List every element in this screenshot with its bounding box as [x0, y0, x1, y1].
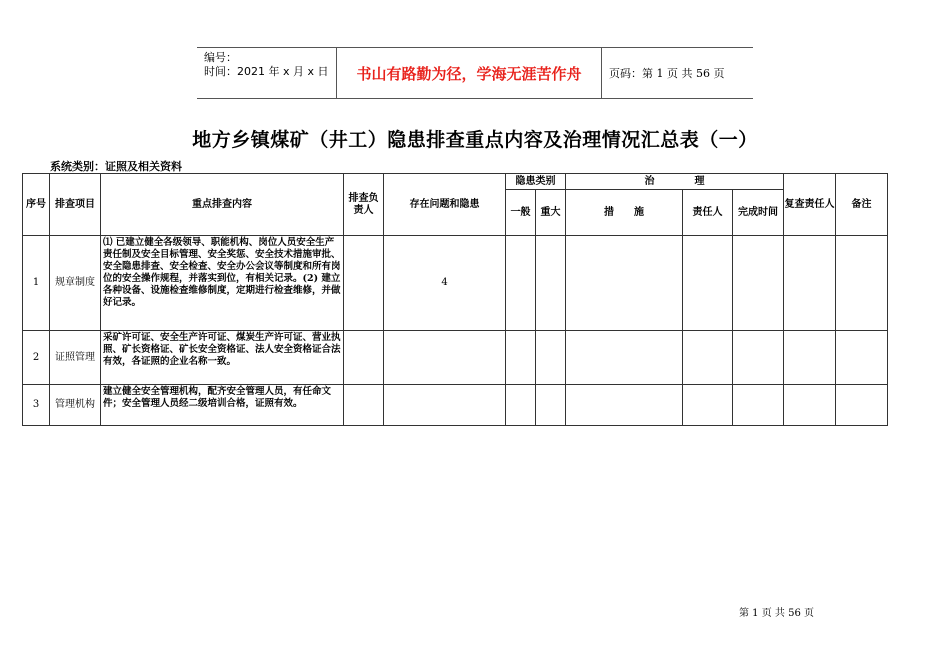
header-major: 重大 [536, 190, 566, 236]
row-general [506, 331, 536, 385]
row-content: ⑴ 已建立健全各级领导、职能机构、岗位人员安全生产责任制及安全目标管理、安全奖惩、安全技术措施审批、安全隐患排查、安全检查、安全办公会议等制度和所有岗位的安全操作规程，并落实到位，有相关记录。(2) 建立各种设备、设施检查维修制度，定期进行检查维修，并做好记录。 [101, 236, 344, 331]
row-reviewer [784, 331, 836, 385]
row-measures [566, 331, 683, 385]
row-finish-time [733, 236, 784, 331]
row-reviewer [784, 236, 836, 331]
header-remarks: 备注 [836, 174, 888, 236]
row-person [683, 331, 733, 385]
row-major [536, 236, 566, 331]
row-remarks [836, 385, 888, 426]
row-general [506, 385, 536, 426]
document-title: 地方乡镇煤矿（井工）隐患排查重点内容及治理情况汇总表（一） [192, 129, 758, 151]
row-problem [384, 331, 506, 385]
row-major [536, 331, 566, 385]
header-content: 重点排查内容 [101, 174, 344, 236]
row-responsible [344, 236, 384, 331]
row-responsible [344, 385, 384, 426]
row-finish-time [733, 331, 784, 385]
table-row [23, 331, 888, 385]
row-measures [566, 236, 683, 331]
row-problem [384, 385, 506, 426]
header-meta-cell [197, 48, 337, 98]
row-content: 建立健全安全管理机构，配齐安全管理人员，有任命文件；安全管理人员经二级培训合格，证照有效。 [101, 385, 344, 426]
table-row [23, 385, 888, 426]
header-hazard-type: 隐患类别 [506, 174, 566, 190]
header-general: 一般 [506, 190, 536, 236]
header-project: 排查项目 [50, 174, 101, 236]
row-remarks [836, 331, 888, 385]
page-footer: 第 1 页 共 56 页 [739, 608, 814, 619]
row-seq: 2 [23, 331, 50, 385]
row-seq: 3 [23, 385, 50, 426]
header-treatment: 治 理 [566, 174, 784, 190]
row-measures [566, 385, 683, 426]
row-reviewer [784, 385, 836, 426]
system-category: 系统类别：证照及相关资料 [50, 160, 182, 173]
row-general [506, 236, 536, 331]
inspection-table [22, 173, 888, 426]
document-header [197, 47, 753, 99]
row-project: 管理机构 [50, 385, 101, 426]
row-major [536, 385, 566, 426]
row-project: 规章制度 [50, 236, 101, 331]
header-finish-time: 完成时间 [733, 190, 784, 236]
document-number-label: 编号： [204, 51, 237, 64]
header-motto: 书山有路勤为径，学海无涯苦作舟 [337, 48, 602, 98]
row-seq: 1 [23, 236, 50, 331]
row-remarks [836, 236, 888, 331]
table-row [23, 236, 888, 331]
header-seq: 序号 [23, 174, 50, 236]
row-content: 采矿许可证、安全生产许可证、煤炭生产许可证、营业执照、矿长资格证、矿长安全资格证、法人安全资格证合法有效，各证照的企业名称一致。 [101, 331, 344, 385]
header-reviewer: 复查责任人 [784, 174, 836, 236]
header-responsible: 排查负责人 [344, 174, 384, 236]
header-page-info: 页码：第 1 页 共 56 页 [609, 67, 725, 80]
header-measures: 措 施 [566, 190, 683, 236]
row-person [683, 385, 733, 426]
header-person: 责任人 [683, 190, 733, 236]
row-project: 证照管理 [50, 331, 101, 385]
row-problem: 4 [384, 236, 506, 331]
document-date-label: 时间：2021 年 x 月 x 日 [204, 65, 329, 78]
row-responsible [344, 331, 384, 385]
row-person [683, 236, 733, 331]
row-finish-time [733, 385, 784, 426]
header-problem: 存在问题和隐患 [384, 174, 506, 236]
